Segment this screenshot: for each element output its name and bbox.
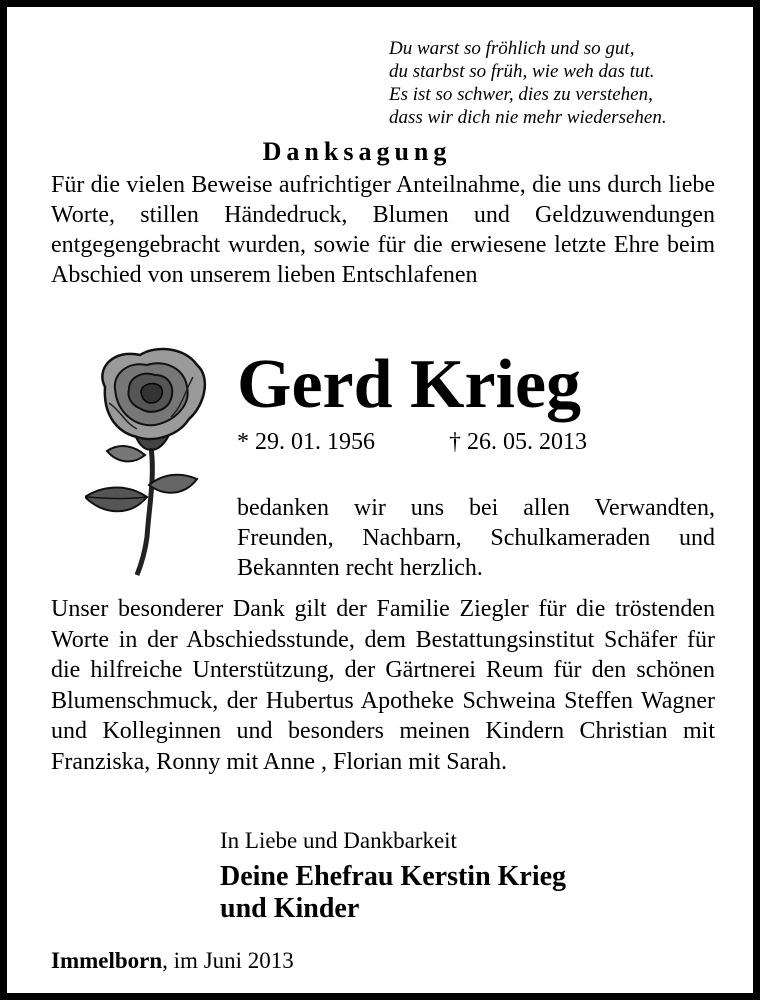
place-date: , im Juni 2013 — [162, 948, 294, 973]
rose-icon — [85, 347, 215, 577]
death-date: † 26. 05. 2013 — [449, 429, 587, 455]
special-thanks-paragraph: Unser besonderer Dank gilt der Familie Ziegler für die tröstenden Worte in der Abschiedsstunde, dem Bestattungsinstitut Schäfer für die hilfreiche Unterstützung, der Gärtnerei Reum für den schönen Blumenschmuck, der Hubertus Apotheke Schweina Steffen Wagner und Kolleginnen und besonders meinen Kindern Christian mit Franziska, Ronny mit Anne , Florian mit Sarah. — [51, 596, 715, 775]
signature-line-2: und Kinder — [220, 893, 360, 924]
signature-line-1: Deine Ehefrau Kerstin Krieg — [220, 861, 567, 892]
poem — [389, 37, 719, 129]
birth-date: * 29. 01. 1956 — [237, 429, 375, 455]
place-and-date — [51, 947, 294, 975]
closing-line: In Liebe und Dankbarkeit — [220, 828, 457, 853]
thanks-paragraph: bedanken wir uns bei allen Verwandten, Freunden, Nachbarn, Schulkameraden und Bekannten recht herzlich. — [237, 495, 715, 581]
deceased-name: Gerd Krieg — [237, 346, 582, 423]
heading-danksagung: Danksagung — [262, 137, 452, 166]
notice-panel — [5, 5, 755, 995]
poem-line: Du warst so fröhlich und so gut, — [389, 38, 635, 59]
poem-line: Es ist so schwer, dies zu verstehen, — [389, 84, 653, 105]
place-town: Immelborn — [51, 948, 163, 973]
life-dates — [237, 427, 657, 457]
signature — [220, 861, 566, 925]
intro-paragraph: Für die vielen Beweise aufrichtiger Anteilnahme, die uns durch liebe Worte, stillen Händedruck, Blumen und Geldzuwendungen entgegengebracht wurden, sowie für die erwiesene letzte Ehre beim Abschied von unserem lieben Entschlafenen — [51, 172, 715, 288]
poem-line: dass wir dich nie mehr wiedersehen. — [389, 107, 667, 128]
poem-line: du starbst so früh, wie weh das tut. — [389, 61, 655, 82]
